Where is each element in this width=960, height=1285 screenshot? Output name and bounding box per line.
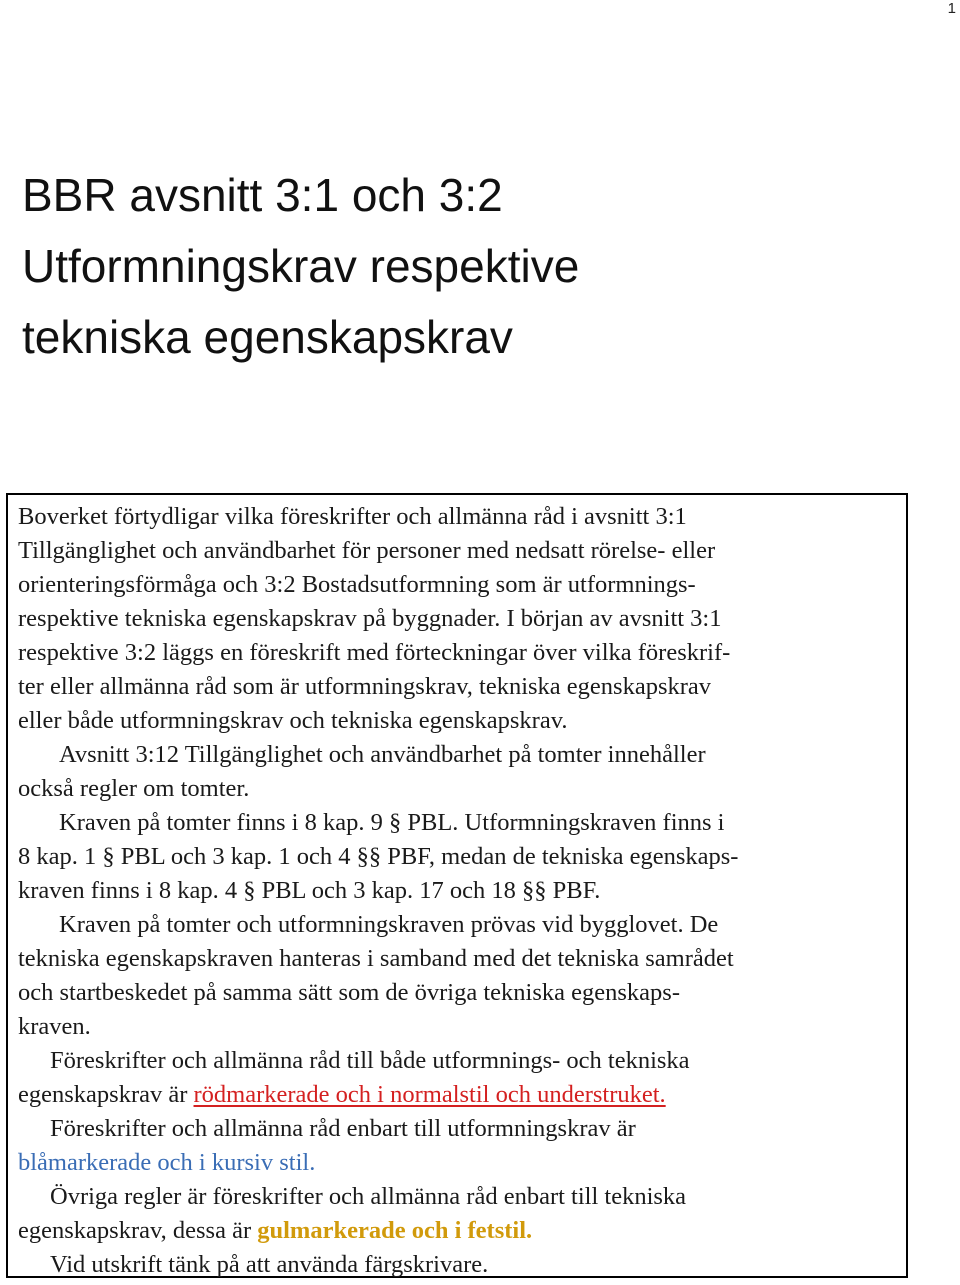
title-line-1: BBR avsnitt 3:1 och 3:2	[22, 169, 503, 221]
text-line: kraven.	[18, 1013, 91, 1040]
text-line	[18, 1214, 898, 1248]
title-line-3: tekniska egenskapskrav	[22, 311, 513, 363]
text-line: Kraven på tomter finns i 8 kap. 9 § PBL. Utformningskraven finns i	[59, 809, 725, 836]
bygglov-paragraph	[18, 908, 898, 1044]
gold-legend-paragraph	[18, 1180, 898, 1248]
page-number: 1	[947, 0, 956, 17]
text-line: Övriga regler är föreskrifter och allmänna råd enbart till tekniska	[50, 1183, 687, 1210]
text-line: Vid utskrift tänk på att använda färgskrivare.	[50, 1251, 489, 1278]
text-segment: egenskapskrav, dessa är	[18, 1217, 258, 1244]
tomter-paragraph	[18, 738, 898, 806]
text-line: eller både utformningskrav och tekniska egenskapskrav.	[18, 707, 568, 734]
gold-marked-text: gulmarkerade och i fetstil.	[257, 1217, 533, 1244]
text-line: Avsnitt 3:12 Tillgänglighet och användbarhet på tomter innehåller	[59, 741, 706, 768]
blue-marked-text: blåmarkerade och i kursiv stil.	[18, 1149, 316, 1176]
page-title	[22, 160, 579, 373]
red-legend-paragraph	[18, 1044, 898, 1112]
red-marked-text: rödmarkerade och i normalstil och understruket.	[193, 1081, 666, 1108]
text-line: respektive tekniska egenskapskrav på byggnader. I början av avsnitt 3:1	[18, 605, 722, 632]
text-line: ter eller allmänna råd som är utformningskrav, tekniska egenskapskrav	[18, 673, 712, 700]
text-line: Föreskrifter och allmänna råd enbart till utformningskrav är	[50, 1115, 636, 1142]
text-line: orienteringsförmåga och 3:2 Bostadsutformning som är utformnings-	[18, 571, 696, 598]
text-line: och startbeskedet på samma sätt som de övriga tekniska egenskaps-	[18, 979, 680, 1006]
print-note-paragraph	[18, 1248, 898, 1282]
text-line: kraven finns i 8 kap. 4 § PBL och 3 kap. 17 och 18 §§ PBF.	[18, 877, 601, 904]
text-line: 8 kap. 1 § PBL och 3 kap. 1 och 4 §§ PBF, medan de tekniska egenskaps-	[18, 843, 739, 870]
blue-legend-paragraph	[18, 1112, 898, 1180]
text-line	[18, 1078, 898, 1112]
text-line: Boverket förtydligar vilka föreskrifter och allmänna råd i avsnitt 3:1	[18, 503, 687, 530]
text-line: också regler om tomter.	[18, 775, 250, 802]
text-line: Föreskrifter och allmänna råd till både utformnings- och tekniska	[50, 1047, 690, 1074]
text-line: respektive 3:2 läggs en föreskrift med förteckningar över vilka föreskrif-	[18, 639, 731, 666]
title-line-2: Utformningskrav respektive	[22, 240, 580, 292]
intro-paragraph	[18, 500, 898, 738]
kraven-paragraph	[18, 806, 898, 908]
text-line: tekniska egenskapskraven hanteras i samband med det tekniska samrådet	[18, 945, 734, 972]
text-line: Kraven på tomter och utformningskraven prövas vid bygglovet. De	[59, 911, 719, 938]
text-segment: egenskapskrav är	[18, 1081, 194, 1108]
text-line: Tillgänglighet och användbarhet för personer med nedsatt rörelse- eller	[18, 537, 716, 564]
